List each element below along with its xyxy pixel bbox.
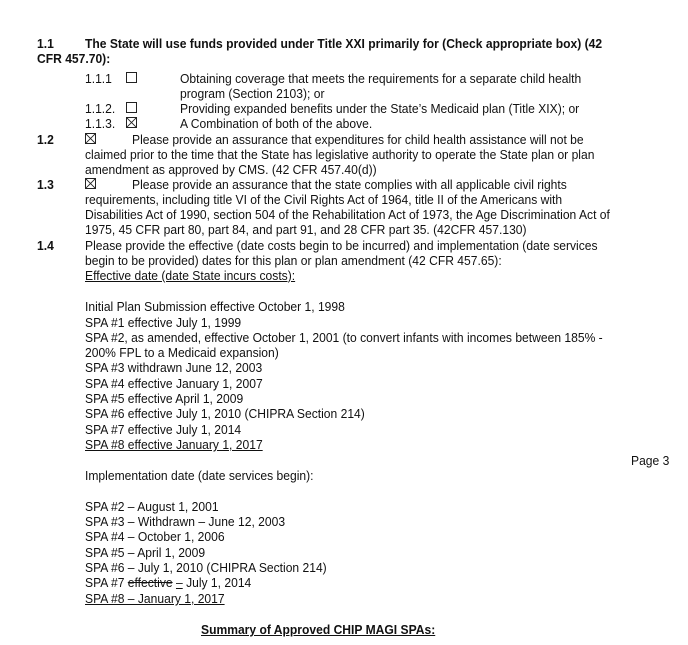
option-1-1-3-text: A Combination of both of the above. xyxy=(180,116,373,131)
section-1-4-text-cont: begin to be provided) dates for this plan or plan amendment (42 CFR 457.65): xyxy=(85,253,502,268)
section-1-1-heading-cont: CFR 457.70): xyxy=(37,51,111,66)
effective-date-item-cont: 200% FPL to a Medicaid expansion) xyxy=(85,345,279,360)
effective-date-item: SPA #5 effective April 1, 2009 xyxy=(85,391,244,406)
check-x-icon xyxy=(127,118,136,127)
option-number-1-1-1: 1.1.1 xyxy=(85,71,112,86)
implementation-date-item-spa7 xyxy=(85,575,251,590)
summary-heading: Summary of Approved CHIP MAGI SPAs: xyxy=(201,622,436,637)
implementation-date-item: SPA #8 – January 1, 2017 xyxy=(85,591,225,606)
effective-date-item: SPA #3 withdrawn June 12, 2003 xyxy=(85,360,263,375)
section-number-1-2: 1.2 xyxy=(37,132,54,147)
section-number-1-1: 1.1 xyxy=(37,36,54,51)
spa7-struck-text: effective xyxy=(127,575,173,590)
section-1-3-text-cont: Disabilities Act of 1990, section 504 of the Rehabilitation Act of 1973, the Age Discrimination Act of xyxy=(85,207,610,222)
spa7-rest: July 1, 2014 xyxy=(182,575,252,590)
section-number-1-4: 1.4 xyxy=(37,238,54,253)
section-1-2-text: Please provide an assurance that expenditures for child health assistance will not be xyxy=(132,132,584,147)
option-1-1-1-text-cont: program (Section 2103); or xyxy=(180,86,325,101)
section-1-4-text: Please provide the effective (date costs begin to be incurred) and implementation (date services xyxy=(85,238,598,253)
effective-date-item: SPA #1 effective July 1, 1999 xyxy=(85,315,242,330)
section-1-3-text-cont: requirements, including title VI of the Civil Rights Act of 1964, title II of the Americans with xyxy=(85,192,563,207)
checkbox-1-1-3-checked[interactable] xyxy=(126,117,137,128)
section-1-3-text-cont: 1975, 45 CFR part 80, part 84, and part 91, and 28 CFR part 35. (42CFR 457.130) xyxy=(85,222,527,237)
checkbox-1-1-2[interactable] xyxy=(126,102,137,113)
check-x-icon xyxy=(86,179,95,188)
implementation-date-item: SPA #2 – August 1, 2001 xyxy=(85,499,219,514)
section-1-3-text: Please provide an assurance that the state complies with all applicable civil rights xyxy=(132,177,567,192)
effective-date-item: SPA #6 effective July 1, 2010 (CHIPRA Section 214) xyxy=(85,406,365,421)
checkbox-1-1-1[interactable] xyxy=(126,72,137,83)
spa7-dash: – xyxy=(175,575,183,590)
spa7-prefix: SPA #7 xyxy=(85,575,128,590)
effective-date-item: SPA #2, as amended, effective October 1, 2001 (to convert infants with incomes between 185% - xyxy=(85,330,603,345)
option-number-1-1-2: 1.1.2. xyxy=(85,101,116,116)
implementation-date-item: SPA #3 – Withdrawn – June 12, 2003 xyxy=(85,514,286,529)
effective-date-item: SPA #7 effective July 1, 2014 xyxy=(85,422,242,437)
implementation-date-item: SPA #4 – October 1, 2006 xyxy=(85,529,225,544)
effective-date-item: SPA #8 effective January 1, 2017 xyxy=(85,437,263,452)
page-number: Page 3 xyxy=(631,453,670,468)
section-1-2-text-cont: amendment as approved by CMS. (42 CFR 457.40(d)) xyxy=(85,162,377,177)
check-x-icon xyxy=(86,134,95,143)
section-1-1-heading: The State will use funds provided under Title XXI primarily for (Check appropriate box) (42 xyxy=(85,36,603,51)
section-number-1-3: 1.3 xyxy=(37,177,54,192)
effective-date-item: SPA #4 effective January 1, 2007 xyxy=(85,376,263,391)
option-1-1-2-text: Providing expanded benefits under the State’s Medicaid plan (Title XIX); or xyxy=(180,101,580,116)
option-1-1-1-text: Obtaining coverage that meets the requirements for a separate child health xyxy=(180,71,582,86)
effective-date-heading: Effective date (date State incurs costs): xyxy=(85,268,296,283)
checkbox-1-3-checked[interactable] xyxy=(85,178,96,189)
checkbox-1-2-checked[interactable] xyxy=(85,133,96,144)
implementation-date-item: SPA #6 – July 1, 2010 (CHIPRA Section 214) xyxy=(85,560,327,575)
implementation-date-item: SPA #5 – April 1, 2009 xyxy=(85,545,206,560)
effective-date-item: Initial Plan Submission effective October 1, 1998 xyxy=(85,299,345,314)
option-number-1-1-3: 1.1.3. xyxy=(85,116,116,131)
implementation-date-heading: Implementation date (date services begin): xyxy=(85,468,314,483)
section-1-2-text-cont: claimed prior to the time that the State has legislative authority to operate the State plan or plan xyxy=(85,147,595,162)
